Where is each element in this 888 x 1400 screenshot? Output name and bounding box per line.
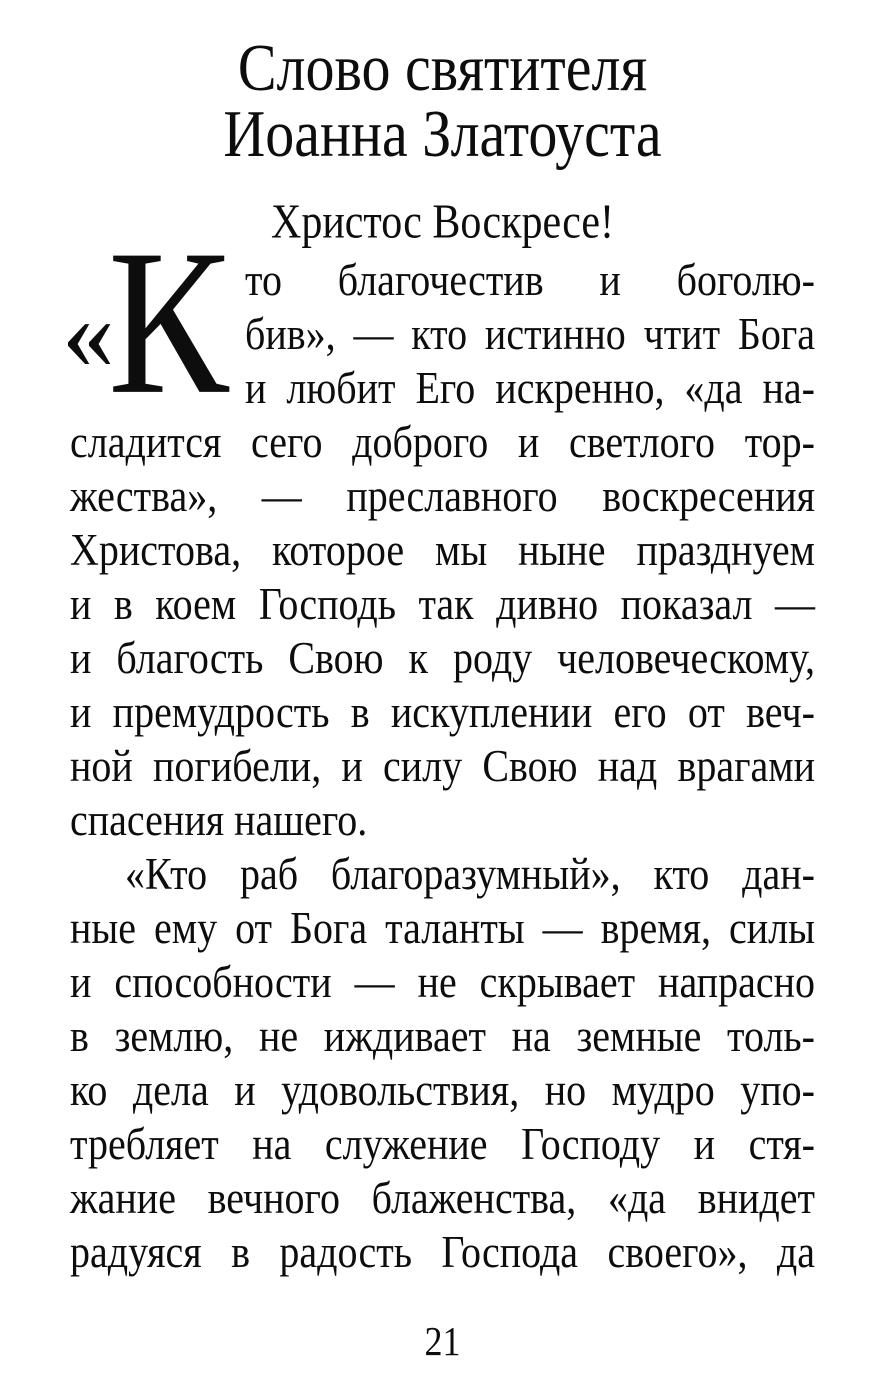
body-line: Христова, которое мы ныне празднуем: [70, 523, 815, 576]
body-line: и премудрость в искуплении его от веч-: [70, 685, 815, 738]
opening-quote-mark: «: [62, 274, 115, 391]
page-title: [70, 30, 815, 171]
body-line: радуяся в радость Господа своего», да: [70, 1225, 815, 1278]
body-line: и в коем Господь так дивно показал —: [70, 577, 815, 630]
body-line: то благочестив и боголю-: [245, 253, 815, 306]
body-line: жание вечного блаженства, «да внидет: [70, 1171, 815, 1224]
drop-cap-letter: К: [108, 207, 229, 438]
body-line: в землю, не иждивает на земные толь-: [70, 1009, 815, 1062]
body-line: жества», — преславного воскресения: [70, 469, 815, 522]
body-line: бив», — кто истинно чтит Бога: [245, 307, 815, 360]
body-line: ко дела и удовольствия, но мудро упо-: [70, 1063, 815, 1116]
title-line-2: Иоанна Златоуста: [223, 95, 662, 171]
title-line-1: Слово святителя: [237, 30, 648, 106]
body-line: требляет на служение Господу и стя-: [70, 1117, 815, 1170]
body-line: спасения нашего.: [70, 793, 368, 846]
body-line: и способности — не скрывает напрасно: [70, 955, 815, 1008]
subtitle: Христос Воскресе!: [270, 196, 614, 249]
body-line: ные ему от Бога таланты — время, силы: [70, 901, 815, 954]
body-line: ной погибели, и силу Свою над врагами: [70, 739, 815, 792]
page-number: 21: [424, 1318, 461, 1364]
body-line: сладится сего доброго и светлого тор-: [70, 415, 815, 468]
body-line: «Кто раб благоразумный», кто дан-: [125, 847, 815, 900]
body-line: и благость Свою к роду человеческому,: [70, 631, 815, 684]
body-line: и любит Его искренно, «да на-: [245, 361, 815, 414]
